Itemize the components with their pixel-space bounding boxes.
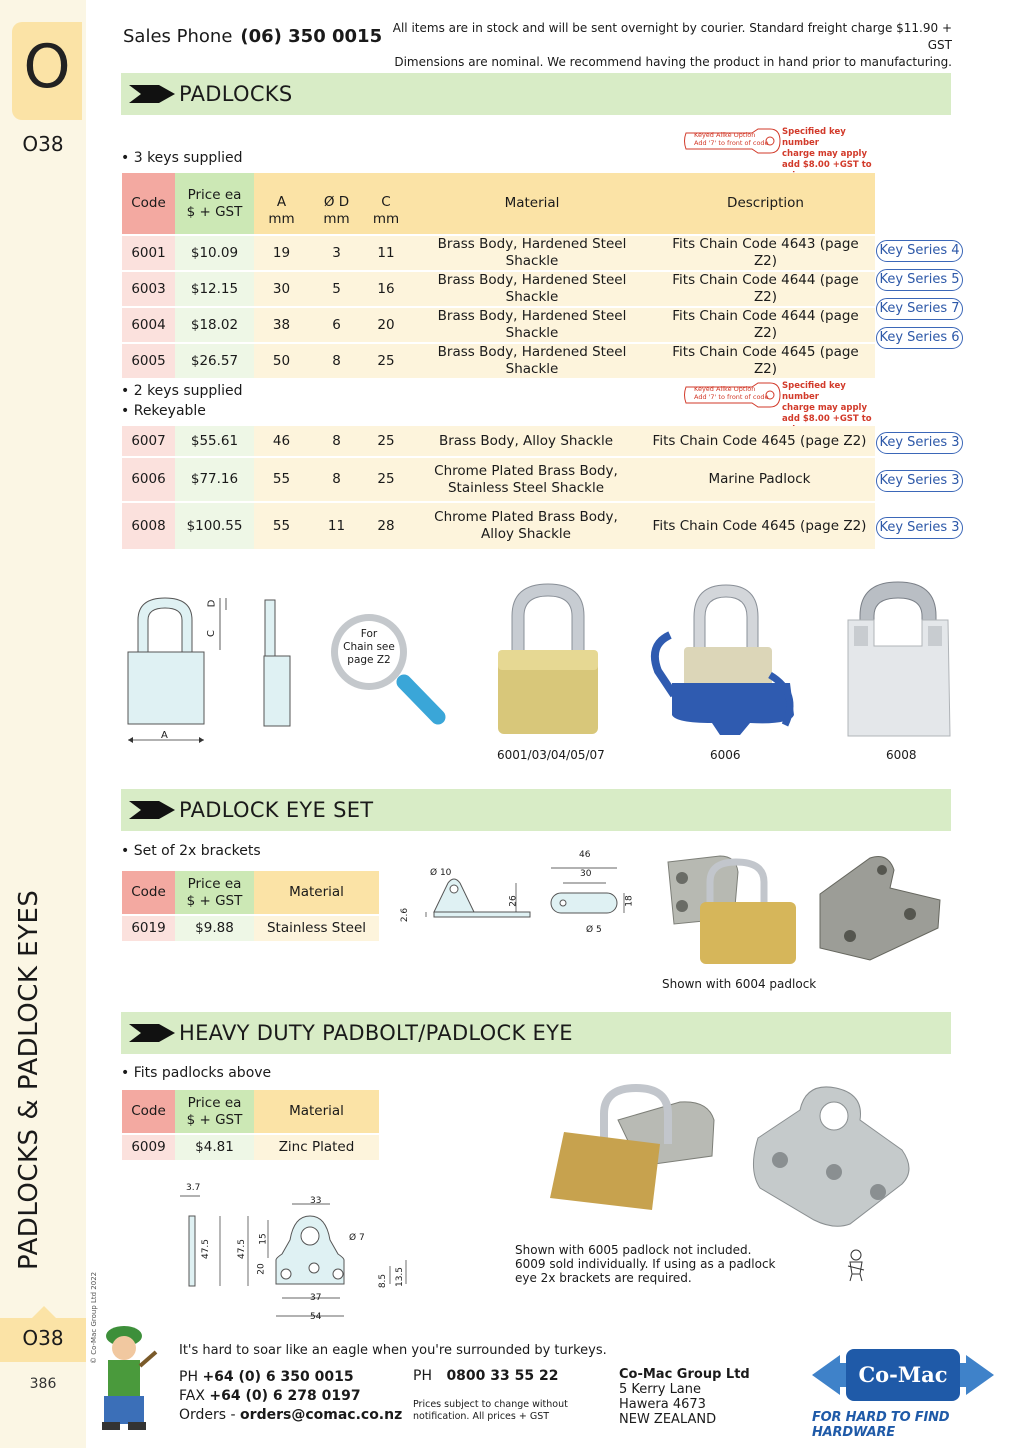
- material-line-1: Chrome Plated Brass Body,: [434, 462, 618, 479]
- caption-chrome: 6008: [886, 748, 917, 762]
- ph-number[interactable]: +64 (0) 6 350 0015: [202, 1369, 354, 1385]
- caption-eye-set: Shown with 6004 padlock: [662, 977, 817, 991]
- ph2-number[interactable]: 0800 33 55 22: [446, 1368, 559, 1384]
- table-row: [122, 457, 875, 502]
- dim-d5: Ø 5: [586, 925, 602, 935]
- table-row: [122, 1134, 379, 1160]
- dim-h135: 13.5: [395, 1266, 406, 1288]
- dim-w37: 37: [310, 1293, 322, 1303]
- keyed-small-2: Add '7' to front of code: [694, 393, 769, 401]
- note-padbolt: • Fits padlocks above: [121, 1065, 271, 1081]
- table-row: [122, 915, 379, 941]
- dim-h85: 8.5: [378, 1273, 389, 1289]
- mascot-icon: [94, 1322, 160, 1432]
- cell-d: 11: [309, 502, 364, 549]
- footer-freephone: [413, 1368, 558, 1384]
- padbolt-image: [544, 1080, 924, 1230]
- material-line-1: Brass Body, Alloy Shackle: [438, 432, 614, 449]
- cell-price: $18.02: [175, 307, 254, 343]
- cell-material: Brass Body, Hardened Steel Shackle: [408, 307, 656, 343]
- col-d: [309, 173, 364, 235]
- sales-label: Sales Phone: [123, 26, 233, 47]
- note-rekeyable: • Rekeyable: [121, 403, 206, 419]
- cell-price: $12.15: [175, 271, 254, 307]
- dim-a: A: [161, 730, 168, 741]
- dim-h475-front: 47.5: [237, 1238, 248, 1260]
- col-price-1: Price ea: [187, 1094, 242, 1111]
- key-series-badge[interactable]: Key Series 7: [876, 298, 963, 320]
- magnifier-line-2: Chain see: [343, 641, 395, 653]
- keyed-small-1: Keyed Alike Option: [694, 385, 756, 393]
- dim-h15: 15: [258, 1233, 269, 1245]
- col-price-2: $ + GST: [186, 1111, 243, 1128]
- notice-line-1: All items are in stock and will be sent overnight by courier. Standard freight charge $11.90 + GST: [392, 21, 952, 52]
- cell-material: Stainless Steel: [254, 915, 379, 941]
- col-a: [254, 173, 309, 235]
- cell-material: Brass Body, Hardened Steel Shackle: [408, 235, 656, 271]
- fax-number: +64 (0) 6 278 0197: [209, 1388, 361, 1404]
- orders-email-link[interactable]: orders@comac.co.nz: [240, 1407, 403, 1423]
- padlock-table-2: [122, 426, 875, 549]
- dim-h26: 26: [508, 895, 519, 907]
- vertical-title: PADLOCKS & PADLOCK EYES: [14, 889, 44, 1270]
- col-price-1: Price ea: [187, 186, 242, 203]
- arrow-icon: [129, 85, 175, 103]
- sales-phone: [123, 26, 382, 47]
- footer-prices-note: [413, 1399, 568, 1423]
- footer-quote: It's hard to soar like an eagle when you're surrounded by turkeys.: [179, 1343, 607, 1358]
- fax-label: FAX: [179, 1388, 205, 1404]
- material-line-1: Chrome Plated Brass Body,: [434, 509, 618, 525]
- cell-c: 28: [364, 502, 408, 549]
- col-code: Code: [122, 871, 175, 915]
- cell-price: $4.81: [175, 1134, 254, 1160]
- section-title: PADLOCK EYE SET: [179, 798, 374, 822]
- cell-d: 8: [309, 343, 364, 378]
- prices-note-1: Prices subject to change without: [413, 1399, 568, 1410]
- company-name: Co-Mac Group Ltd: [619, 1367, 750, 1382]
- cell-description: Fits Chain Code 4644 (page Z2): [656, 307, 875, 343]
- keyed-small-1: Keyed Alike Option: [694, 131, 756, 139]
- cell-a: 46: [254, 426, 309, 457]
- padbolt-caption-3: eye 2x brackets are required.: [515, 1271, 692, 1285]
- keyed-right-2: charge may apply: [782, 403, 868, 413]
- page-number: 386: [29, 1376, 57, 1392]
- address-line-2: Hawera 4673: [619, 1397, 706, 1412]
- cell-a: 50: [254, 343, 309, 378]
- cell-material: [408, 502, 644, 549]
- cell-code: 6006: [122, 457, 175, 502]
- col-price-1: Price ea: [187, 875, 242, 892]
- col-price: [175, 1090, 254, 1134]
- table-row: [122, 235, 875, 271]
- notice-line-2: Dimensions are nominal. We recommend having the product in hand prior to manufacturing.: [394, 55, 952, 69]
- magnifier-text: [341, 628, 397, 667]
- padbolt-caption: [515, 1243, 776, 1285]
- cell-price: $77.16: [175, 457, 254, 502]
- cell-a: 55: [254, 457, 309, 502]
- col-c-2: mm: [372, 210, 400, 227]
- cell-description: Fits Chain Code 4645 (page Z2): [644, 502, 875, 549]
- dim-t26: 2.6: [400, 907, 411, 923]
- logo-text: Co-Mac: [858, 1362, 948, 1387]
- eye-set-image: [660, 848, 945, 973]
- cell-price: $9.88: [175, 915, 254, 941]
- note-3-keys: • 3 keys supplied: [121, 150, 243, 166]
- col-a-2: mm: [268, 210, 295, 227]
- cell-material: Brass Body, Hardened Steel Shackle: [408, 271, 656, 307]
- dim-d10: Ø 10: [430, 868, 452, 878]
- chrome-padlock-image: [838, 576, 958, 741]
- section-letter-tab: [12, 22, 82, 120]
- dim-w33: 33: [310, 1196, 322, 1206]
- dim-w54: 54: [310, 1312, 322, 1322]
- mascot-small-icon: [844, 1248, 868, 1282]
- padbolt-table: [122, 1090, 379, 1160]
- cell-description: Fits Chain Code 4645 (page Z2): [644, 426, 875, 457]
- col-c: [364, 173, 408, 235]
- col-description: Description: [656, 173, 875, 235]
- cell-price: $26.57: [175, 343, 254, 378]
- prices-note-2: notification. All prices + GST: [413, 1411, 550, 1422]
- orders-label: Orders -: [179, 1407, 236, 1423]
- cell-a: 55: [254, 502, 309, 549]
- key-series-badge[interactable]: Key Series 3: [876, 432, 963, 454]
- col-material: Material: [408, 173, 656, 235]
- col-material: Material: [254, 1090, 379, 1134]
- cell-material: Brass Body, Hardened Steel Shackle: [408, 343, 656, 378]
- cell-code: 6005: [122, 343, 175, 378]
- section-letter: O: [23, 32, 71, 102]
- key-series-badge[interactable]: Key Series 5: [876, 269, 963, 291]
- cell-code: 6004: [122, 307, 175, 343]
- cell-material: Zinc Plated: [254, 1134, 379, 1160]
- key-series-badge[interactable]: Key Series 6: [876, 327, 963, 349]
- cell-description: Marine Padlock: [644, 457, 875, 502]
- cell-d: 3: [309, 235, 364, 271]
- copyright: © Co-Mac Group Ltd 2022: [90, 1271, 98, 1364]
- col-d-1: Ø D: [323, 193, 350, 210]
- cell-c: 11: [364, 235, 408, 271]
- padbolt-caption-1: Shown with 6005 padlock not included.: [515, 1243, 752, 1257]
- cell-code: 6019: [122, 915, 175, 941]
- cell-d: 8: [309, 426, 364, 457]
- arrow-icon: [129, 1024, 175, 1042]
- keyed-alike-note: [682, 127, 882, 170]
- dim-t37: 3.7: [186, 1183, 201, 1193]
- material-line-2: Alloy Shackle: [481, 526, 571, 542]
- caption-marine: 6006: [710, 748, 741, 762]
- cell-material: [408, 426, 644, 457]
- keyed-small-2: Add '7' to front of code: [694, 139, 769, 147]
- col-price-2: $ + GST: [186, 892, 243, 909]
- dim-d: D: [206, 599, 218, 608]
- footer-contacts: [179, 1368, 402, 1425]
- dim-w46: 46: [579, 850, 591, 860]
- sales-number: (06) 350 0015: [240, 26, 383, 47]
- footer-address: [619, 1367, 750, 1427]
- table-row: [122, 271, 875, 307]
- cell-a: 19: [254, 235, 309, 271]
- cell-description: Fits Chain Code 4645 (page Z2): [656, 343, 875, 378]
- cell-d: 5: [309, 271, 364, 307]
- table-row: [122, 343, 875, 378]
- cell-price: $100.55: [175, 502, 254, 549]
- cell-c: 20: [364, 307, 408, 343]
- keyed-right-3: add $8.00 +GST to: [782, 414, 872, 424]
- cell-code: 6008: [122, 502, 175, 549]
- cell-description: Fits Chain Code 4644 (page Z2): [656, 271, 875, 307]
- col-a-1: A: [276, 193, 287, 210]
- padlock-dimension-drawing: [118, 590, 308, 750]
- col-price: [175, 871, 254, 915]
- cell-material: [408, 457, 644, 502]
- cell-a: 38: [254, 307, 309, 343]
- keyed-right-2: charge may apply: [782, 149, 868, 159]
- col-price-2: $ + GST: [186, 203, 243, 220]
- marine-padlock-image: [650, 575, 800, 740]
- page-code-top: O38: [22, 132, 64, 156]
- page-code-bottom-tab: [0, 1318, 86, 1362]
- stock-notice: [392, 20, 952, 71]
- cell-code: 6001: [122, 235, 175, 271]
- col-price: [175, 173, 254, 235]
- caption-brass: 6001/03/04/05/07: [497, 748, 605, 762]
- note-2-keys: • 2 keys supplied: [121, 383, 243, 399]
- dim-w30: 30: [580, 869, 592, 879]
- section-title: HEAVY DUTY PADBOLT/PADLOCK EYE: [179, 1021, 573, 1045]
- keyed-right-1: Specified key number: [782, 127, 846, 148]
- arrow-icon: [129, 801, 175, 819]
- keyed-alike-note-2: [682, 381, 882, 424]
- brass-padlock-image: [492, 580, 604, 740]
- cell-a: 30: [254, 271, 309, 307]
- table-row: [122, 426, 875, 457]
- cell-price: $55.61: [175, 426, 254, 457]
- cell-c: 16: [364, 271, 408, 307]
- keyed-right-3: add $8.00 +GST to: [782, 160, 872, 170]
- col-material: Material: [254, 871, 379, 915]
- section-padlocks: [121, 73, 951, 115]
- tagline: FOR HARD TO FIND HARDWARE: [812, 1410, 950, 1440]
- cell-d: 6: [309, 307, 364, 343]
- col-code: Code: [122, 1090, 175, 1134]
- page-code-bottom: O38: [22, 1326, 64, 1350]
- dim-h475-side: 47.5: [201, 1238, 212, 1260]
- ph-label: PH: [179, 1369, 198, 1385]
- col-code: Code: [122, 173, 175, 235]
- address-line-1: 5 Kerry Lane: [619, 1382, 702, 1397]
- padlock-table-1: [122, 173, 875, 378]
- section-title: PADLOCKS: [179, 82, 293, 106]
- cell-c: 25: [364, 426, 408, 457]
- section-padlock-eye-set: [121, 789, 951, 831]
- dim-d7: Ø 7: [349, 1233, 365, 1243]
- address-line-3: NEW ZEALAND: [619, 1412, 717, 1427]
- key-series-badge[interactable]: Key Series 4: [876, 240, 963, 262]
- col-c-1: C: [381, 193, 391, 210]
- cell-code: 6009: [122, 1134, 175, 1160]
- keyed-right-1: Specified key number: [782, 381, 846, 402]
- section-heavy-duty-padbolt: [121, 1012, 951, 1054]
- table-row: [122, 502, 875, 549]
- cell-description: Fits Chain Code 4643 (page Z2): [656, 235, 875, 271]
- cell-code: 6003: [122, 271, 175, 307]
- key-series-badge[interactable]: Key Series 3: [876, 470, 963, 492]
- magnifier-line-1: For: [360, 628, 378, 640]
- eye-set-table: [122, 871, 379, 941]
- dim-c: C: [205, 630, 217, 637]
- cell-price: $10.09: [175, 235, 254, 271]
- ph2-label: PH: [413, 1368, 432, 1384]
- magnifier-line-3: page Z2: [347, 654, 391, 666]
- col-d-2: mm: [323, 210, 350, 227]
- key-series-badge[interactable]: Key Series 3: [876, 517, 963, 539]
- table-row: [122, 307, 875, 343]
- cell-c: 25: [364, 343, 408, 378]
- note-eye-set: • Set of 2x brackets: [121, 843, 261, 859]
- material-line-2: Stainless Steel Shackle: [447, 479, 605, 496]
- cell-code: 6007: [122, 426, 175, 457]
- cell-d: 8: [309, 457, 364, 502]
- cell-c: 25: [364, 457, 408, 502]
- padbolt-caption-2: 6009 sold individually. If using as a padlock: [515, 1257, 776, 1271]
- dim-h18: 18: [624, 895, 635, 907]
- dim-h20: 20: [256, 1263, 267, 1275]
